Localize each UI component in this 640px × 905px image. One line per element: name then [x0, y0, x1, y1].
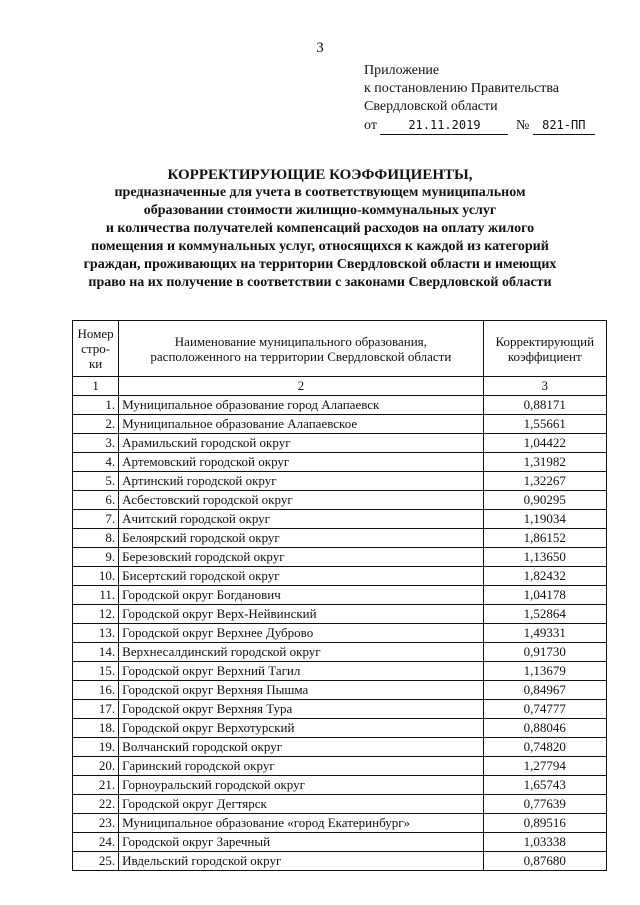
row-number: 7. — [73, 510, 119, 529]
column-index-row — [73, 377, 607, 396]
coefficient-value: 0,88171 — [483, 396, 606, 415]
coefficient-value: 1,03338 — [483, 833, 606, 852]
municipality-name: Городской округ Заречный — [119, 833, 483, 852]
table-row — [73, 510, 607, 529]
row-number: 6. — [73, 491, 119, 510]
table-row — [73, 757, 607, 776]
coefficient-value: 1,13650 — [483, 548, 606, 567]
table-row — [73, 738, 607, 757]
municipality-name: Городской округ Верх-Нейвинский — [119, 605, 483, 624]
table-row — [73, 491, 607, 510]
title-line: предназначенные для учета в соответствующем муниципальном — [114, 185, 526, 200]
coefficient-value: 0,74820 — [483, 738, 606, 757]
municipality-name: Городской округ Верхнее Дуброво — [119, 624, 483, 643]
municipality-name: Городской округ Дегтярск — [119, 795, 483, 814]
coefficient-value: 0,74777 — [483, 700, 606, 719]
appendix-line-3: Свердловской области — [364, 99, 498, 114]
coefficient-value: 1,86152 — [483, 529, 606, 548]
row-number: 21. — [73, 776, 119, 795]
coefficient-value: 1,65743 — [483, 776, 606, 795]
date-prefix: от — [364, 118, 377, 133]
municipality-name: Муниципальное образование город Алапаевск — [119, 396, 483, 415]
coefficients-table — [72, 320, 607, 871]
column-index: 2 — [119, 377, 483, 396]
municipality-name: Городской округ Верхняя Тура — [119, 700, 483, 719]
row-number: 15. — [73, 662, 119, 681]
row-number: 2. — [73, 415, 119, 434]
coefficient-value: 1,04422 — [483, 434, 606, 453]
table-row — [73, 415, 607, 434]
row-number: 25. — [73, 852, 119, 871]
table-row — [73, 605, 607, 624]
title-line: и количества получателей компенсаций расходов на оплату жилого — [105, 221, 535, 236]
coefficient-value: 1,82432 — [483, 567, 606, 586]
row-number: 4. — [73, 453, 119, 472]
row-number: 17. — [73, 700, 119, 719]
municipality-name: Ивдельский городской округ — [119, 852, 483, 871]
municipality-name: Волчанский городской округ — [119, 738, 483, 757]
table-row — [73, 548, 607, 567]
title-line: право на их получение в соответствии с законами Свердловской области — [88, 275, 552, 290]
table-row — [73, 833, 607, 852]
municipality-name: Березовский городской округ — [119, 548, 483, 567]
coefficient-value: 1,27794 — [483, 757, 606, 776]
municipality-name: Горноуральский городской округ — [119, 776, 483, 795]
row-number: 22. — [73, 795, 119, 814]
municipality-name: Арамильский городской округ — [119, 434, 483, 453]
table-row — [73, 624, 607, 643]
title-main: КОРРЕКТИРУЮЩИЕ КОЭФФИЦИЕНТЫ, — [167, 167, 473, 183]
row-number: 5. — [73, 472, 119, 491]
municipality-name: Асбестовский городской округ — [119, 491, 483, 510]
coefficient-value: 0,77639 — [483, 795, 606, 814]
table-body — [73, 396, 607, 871]
table-row — [73, 681, 607, 700]
municipality-name: Городской округ Верхняя Пышма — [119, 681, 483, 700]
table-row — [73, 472, 607, 491]
appendix-date-line — [364, 116, 595, 135]
municipality-name: Артемовский городской округ — [119, 453, 483, 472]
municipality-name: Белоярский городской округ — [119, 529, 483, 548]
column-index: 1 — [73, 377, 119, 396]
document-title — [0, 166, 640, 292]
table-row — [73, 662, 607, 681]
number-prefix: № — [515, 118, 530, 133]
row-number: 16. — [73, 681, 119, 700]
decree-number: 821-ПП — [533, 116, 595, 135]
coefficient-value: 0,89516 — [483, 814, 606, 833]
appendix-block — [364, 62, 595, 135]
row-number: 13. — [73, 624, 119, 643]
table-row — [73, 567, 607, 586]
row-number: 11. — [73, 586, 119, 605]
municipality-name: Артинский городской округ — [119, 472, 483, 491]
table-row — [73, 434, 607, 453]
coefficient-value: 1,32267 — [483, 472, 606, 491]
coefficient-value: 0,88046 — [483, 719, 606, 738]
coefficient-value: 1,55661 — [483, 415, 606, 434]
table-row — [73, 529, 607, 548]
title-line: помещения и коммунальных услуг, относящихся к каждой из категорий — [91, 239, 549, 254]
table-row — [73, 700, 607, 719]
row-number: 9. — [73, 548, 119, 567]
coefficient-value: 0,84967 — [483, 681, 606, 700]
header-municipality-name: Наименование муниципального образования, расположенного на территории Свердловской области — [119, 321, 483, 377]
coefficient-value: 1,19034 — [483, 510, 606, 529]
municipality-name: Гаринский городской округ — [119, 757, 483, 776]
row-number: 12. — [73, 605, 119, 624]
coefficient-value: 1,52864 — [483, 605, 606, 624]
coefficient-value: 0,90295 — [483, 491, 606, 510]
municipality-name: Муниципальное образование «город Екатеринбург» — [119, 814, 483, 833]
table-row — [73, 396, 607, 415]
page-number: 3 — [316, 40, 324, 56]
row-number: 20. — [73, 757, 119, 776]
table-row — [73, 776, 607, 795]
row-number: 8. — [73, 529, 119, 548]
appendix-line-1: Приложение — [364, 63, 440, 78]
coefficient-value: 1,31982 — [483, 453, 606, 472]
municipality-name: Бисертский городской округ — [119, 567, 483, 586]
row-number: 24. — [73, 833, 119, 852]
row-number: 19. — [73, 738, 119, 757]
row-number: 14. — [73, 643, 119, 662]
table-row — [73, 719, 607, 738]
row-number: 18. — [73, 719, 119, 738]
table-header-row — [73, 321, 607, 377]
coefficient-value: 1,49331 — [483, 624, 606, 643]
municipality-name: Ачитский городской округ — [119, 510, 483, 529]
coefficient-value: 0,87680 — [483, 852, 606, 871]
title-line: образовании стоимости жилищно-коммунальных услуг — [143, 203, 497, 218]
header-coefficient: Корректирующий коэффициент — [483, 321, 606, 377]
column-index: 3 — [483, 377, 606, 396]
table-row — [73, 814, 607, 833]
coefficient-value: 1,13679 — [483, 662, 606, 681]
municipality-name: Муниципальное образование Алапаевское — [119, 415, 483, 434]
table-row — [73, 852, 607, 871]
table-row — [73, 586, 607, 605]
table-row — [73, 795, 607, 814]
table-row — [73, 643, 607, 662]
header-row-number: Номер стро- ки — [73, 321, 119, 377]
appendix-line-2: к постановлению Правительства — [364, 81, 560, 96]
decree-date: 21.11.2019 — [380, 116, 508, 135]
municipality-name: Городской округ Верхний Тагил — [119, 662, 483, 681]
coefficient-value: 1,04178 — [483, 586, 606, 605]
municipality-name: Верхнесалдинский городской округ — [119, 643, 483, 662]
row-number: 23. — [73, 814, 119, 833]
row-number: 1. — [73, 396, 119, 415]
municipality-name: Городской округ Богданович — [119, 586, 483, 605]
row-number: 10. — [73, 567, 119, 586]
municipality-name: Городской округ Верхотурский — [119, 719, 483, 738]
row-number: 3. — [73, 434, 119, 453]
coefficient-value: 0,91730 — [483, 643, 606, 662]
title-line: граждан, проживающих на территории Свердловской области и имеющих — [83, 257, 557, 272]
table-row — [73, 453, 607, 472]
